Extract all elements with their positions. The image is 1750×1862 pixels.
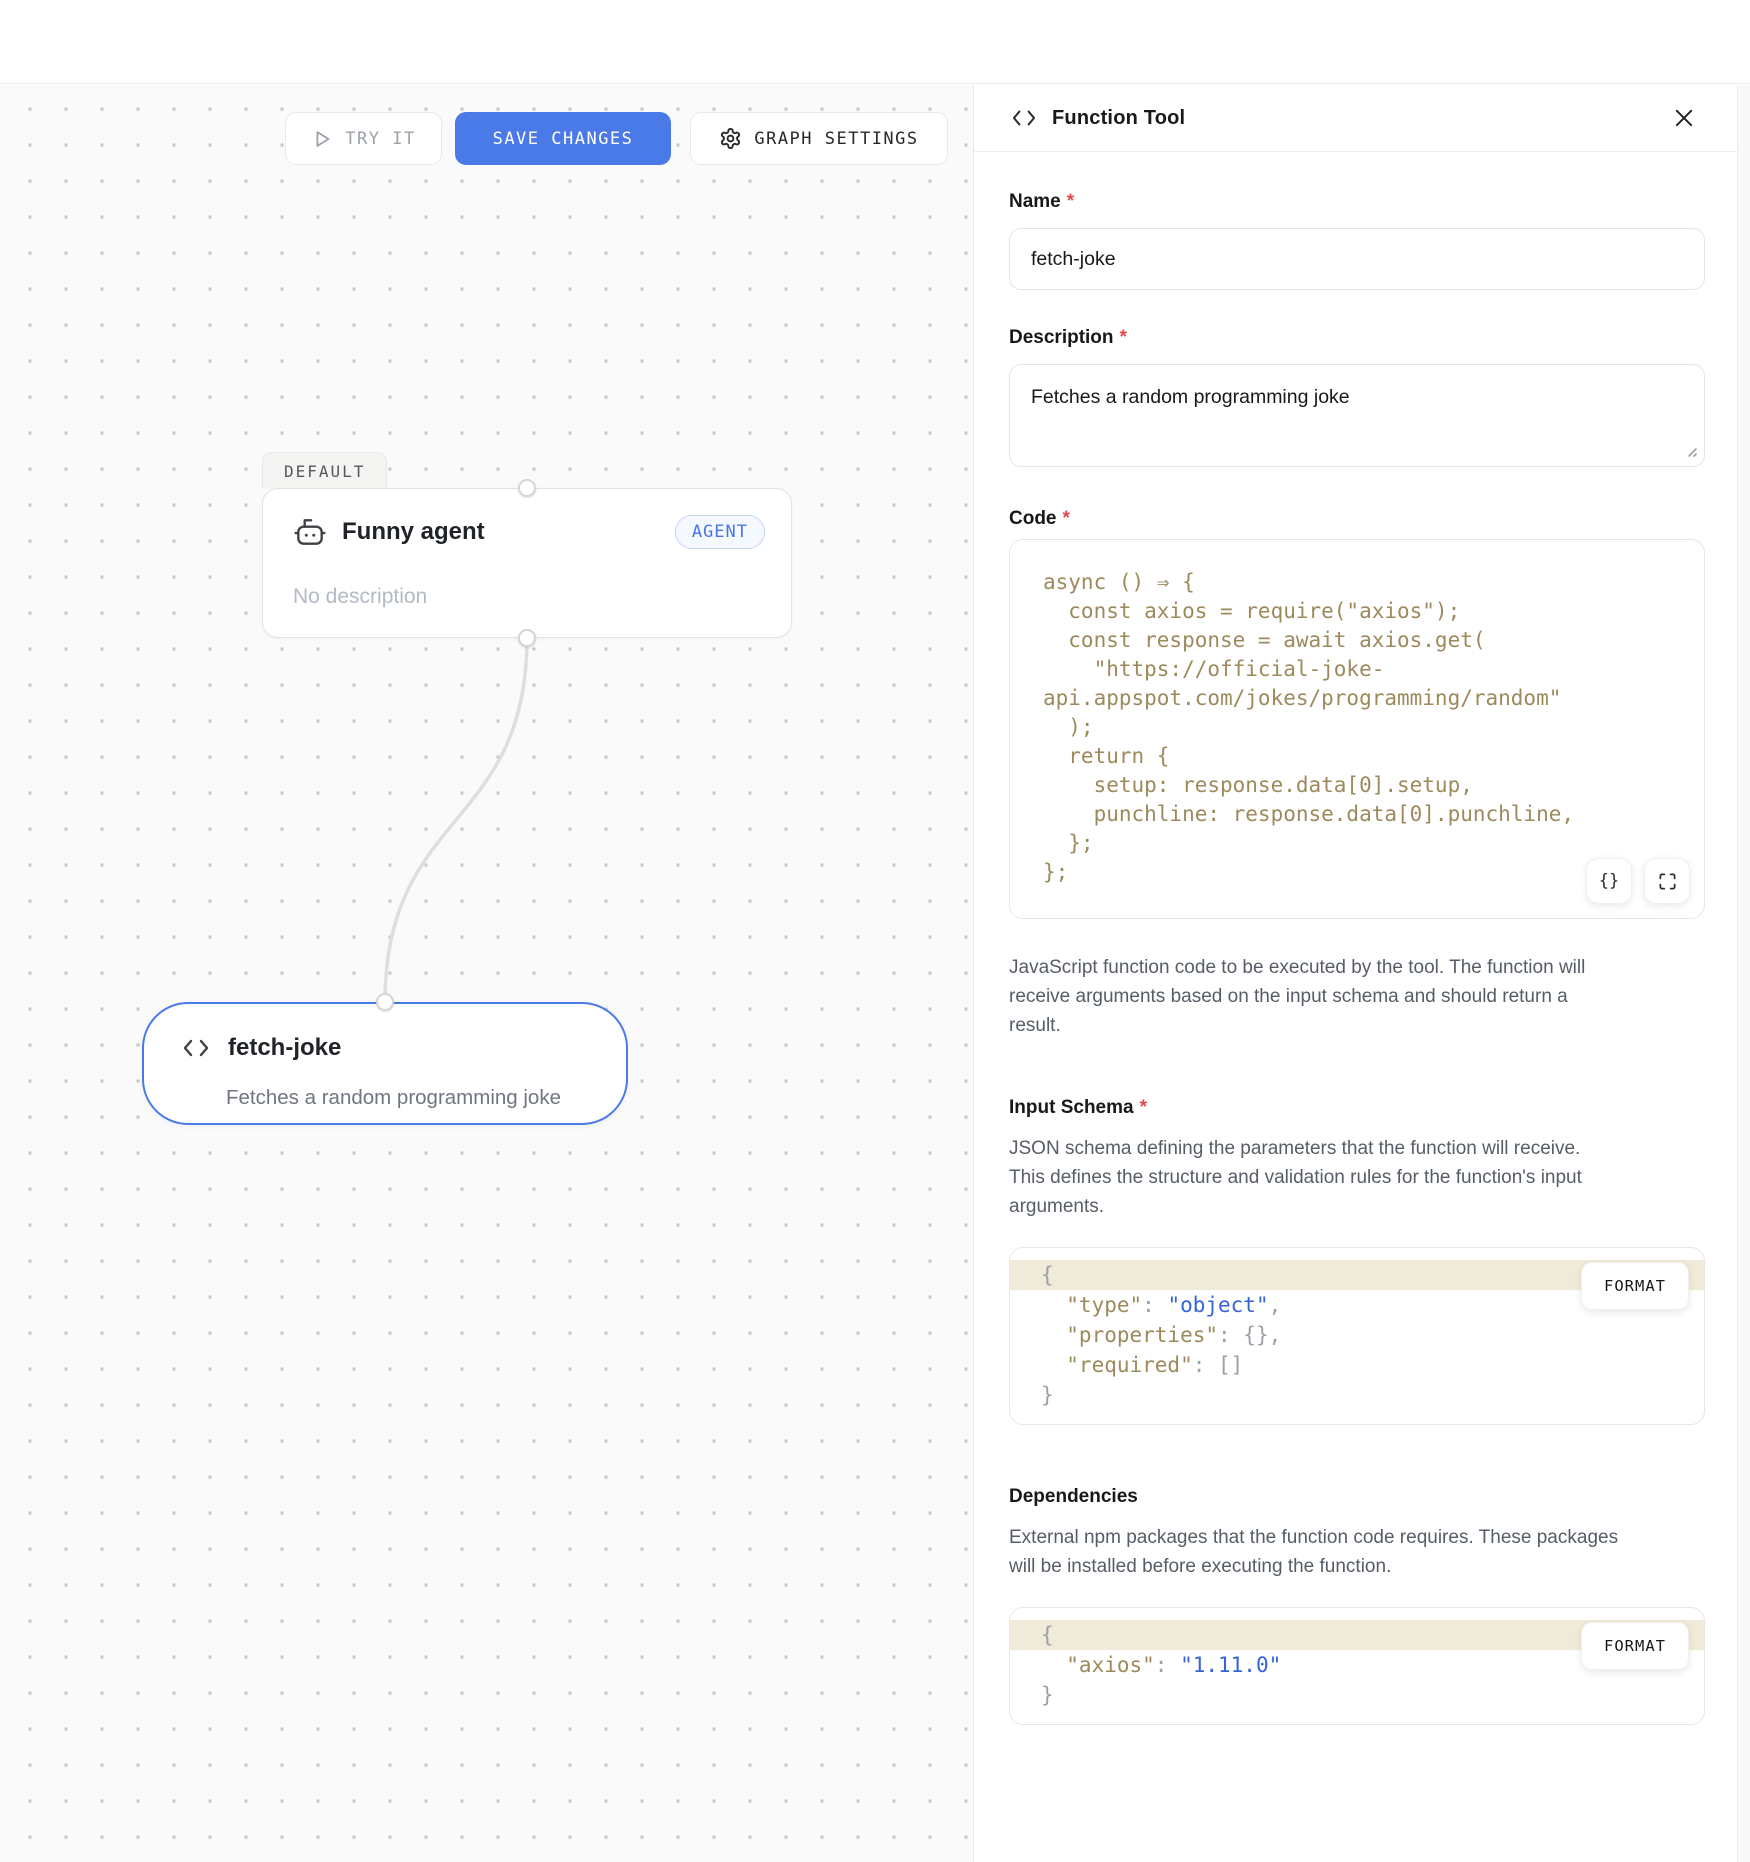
code-line: "required": [] — [1041, 1353, 1244, 1377]
code-line: "properties": {}, — [1041, 1323, 1282, 1347]
braces-button[interactable]: {} — [1586, 858, 1632, 904]
agent-node[interactable] — [262, 488, 792, 638]
graph-settings-button[interactable] — [690, 112, 948, 165]
close-icon — [1673, 107, 1695, 129]
code-line: { — [1010, 1620, 1704, 1650]
code-line: { — [1010, 1260, 1704, 1290]
robot-icon — [293, 515, 327, 549]
input-schema-label: Input Schema * — [1009, 1097, 1147, 1118]
code-help-text: JavaScript function code to be executed by the tool. The function will receive arguments based on the input schema and should return a result. — [1009, 957, 1586, 1036]
required-asterisk: * — [1062, 508, 1070, 529]
code-line: const axios = require("axios"); — [1043, 599, 1461, 623]
required-asterisk: * — [1066, 191, 1075, 212]
code-editor[interactable] — [1009, 539, 1705, 919]
name-input[interactable] — [1009, 228, 1705, 290]
group-label-default: DEFAULT — [262, 452, 387, 489]
graph-settings-label: GRAPH SETTINGS — [754, 128, 919, 149]
code-line: }; — [1043, 860, 1069, 884]
agent-node-handle-top[interactable] — [518, 479, 536, 497]
code-line: return { — [1043, 744, 1170, 768]
code-line: }; — [1043, 831, 1094, 855]
input-schema-editor[interactable] — [1009, 1247, 1705, 1425]
code-line: "https://official-joke- — [1043, 657, 1385, 681]
try-it-label: TRY IT — [345, 128, 416, 149]
close-button[interactable] — [1669, 103, 1699, 133]
edge-agent-to-tool[interactable] — [0, 85, 973, 1862]
required-asterisk: * — [1139, 1097, 1147, 1118]
dependencies-label: Dependencies — [1009, 1486, 1138, 1507]
code-line: async () ⇒ { — [1043, 570, 1195, 594]
gear-icon — [719, 127, 742, 150]
agent-node-handle-bottom[interactable] — [518, 629, 536, 647]
dependencies-help: External npm packages that the function code requires. These packages will be installed before executing the function. — [1009, 1527, 1619, 1577]
code-icon — [1011, 107, 1037, 129]
code-line: api.appspot.com/jokes/programming/random" — [1043, 686, 1562, 710]
code-line: setup: response.data[0].setup, — [1043, 773, 1473, 797]
code-line: "axios": "1.11.0" — [1041, 1653, 1282, 1677]
try-it-button[interactable] — [285, 112, 442, 165]
panel-header — [974, 85, 1737, 152]
code-line: const response = await axios.get( — [1043, 628, 1486, 652]
code-icon — [182, 1036, 210, 1060]
code-line: } — [1041, 1683, 1054, 1707]
format-button[interactable]: FORMAT — [1581, 1262, 1689, 1310]
save-changes-label: SAVE CHANGES — [492, 128, 634, 149]
required-asterisk: * — [1119, 327, 1127, 348]
code-line: punchline: response.data[0].punchline, — [1043, 802, 1575, 826]
function-tool-panel — [973, 85, 1750, 1862]
code-line: ); — [1043, 715, 1094, 739]
input-schema-help: JSON schema defining the parameters that the function will receive. This defines the structure and validation rules for the function's input arguments. — [1009, 1138, 1582, 1217]
expand-icon — [1658, 872, 1677, 891]
agent-node-title: Funny agent — [342, 518, 485, 545]
name-label: Name * — [1009, 191, 1075, 212]
save-changes-button[interactable] — [455, 112, 671, 165]
graph-canvas[interactable] — [0, 85, 973, 1862]
code-lines — [1010, 568, 1680, 887]
tool-node-fetch-joke[interactable] — [142, 1002, 628, 1125]
description-textarea[interactable] — [1009, 364, 1705, 467]
description-label: Description * — [1009, 327, 1127, 348]
panel-title: Function Tool — [1052, 106, 1186, 129]
tool-node-description: Fetches a random programming joke — [226, 1086, 561, 1109]
tool-node-handle-top[interactable] — [376, 993, 394, 1011]
dependencies-editor[interactable] — [1009, 1607, 1705, 1725]
expand-button[interactable] — [1644, 858, 1690, 904]
panel-body — [974, 152, 1737, 1862]
code-label: Code * — [1009, 508, 1070, 529]
code-line: "type": "object", — [1041, 1293, 1282, 1317]
tool-node-title: fetch-joke — [228, 1034, 342, 1061]
code-line: } — [1041, 1383, 1054, 1407]
agent-badge: AGENT — [675, 515, 765, 549]
play-icon — [311, 128, 333, 150]
format-button[interactable]: FORMAT — [1581, 1622, 1689, 1670]
panel-scrollbar[interactable] — [1737, 85, 1750, 1862]
agent-node-description: No description — [293, 585, 428, 608]
top-bar — [0, 0, 1750, 84]
